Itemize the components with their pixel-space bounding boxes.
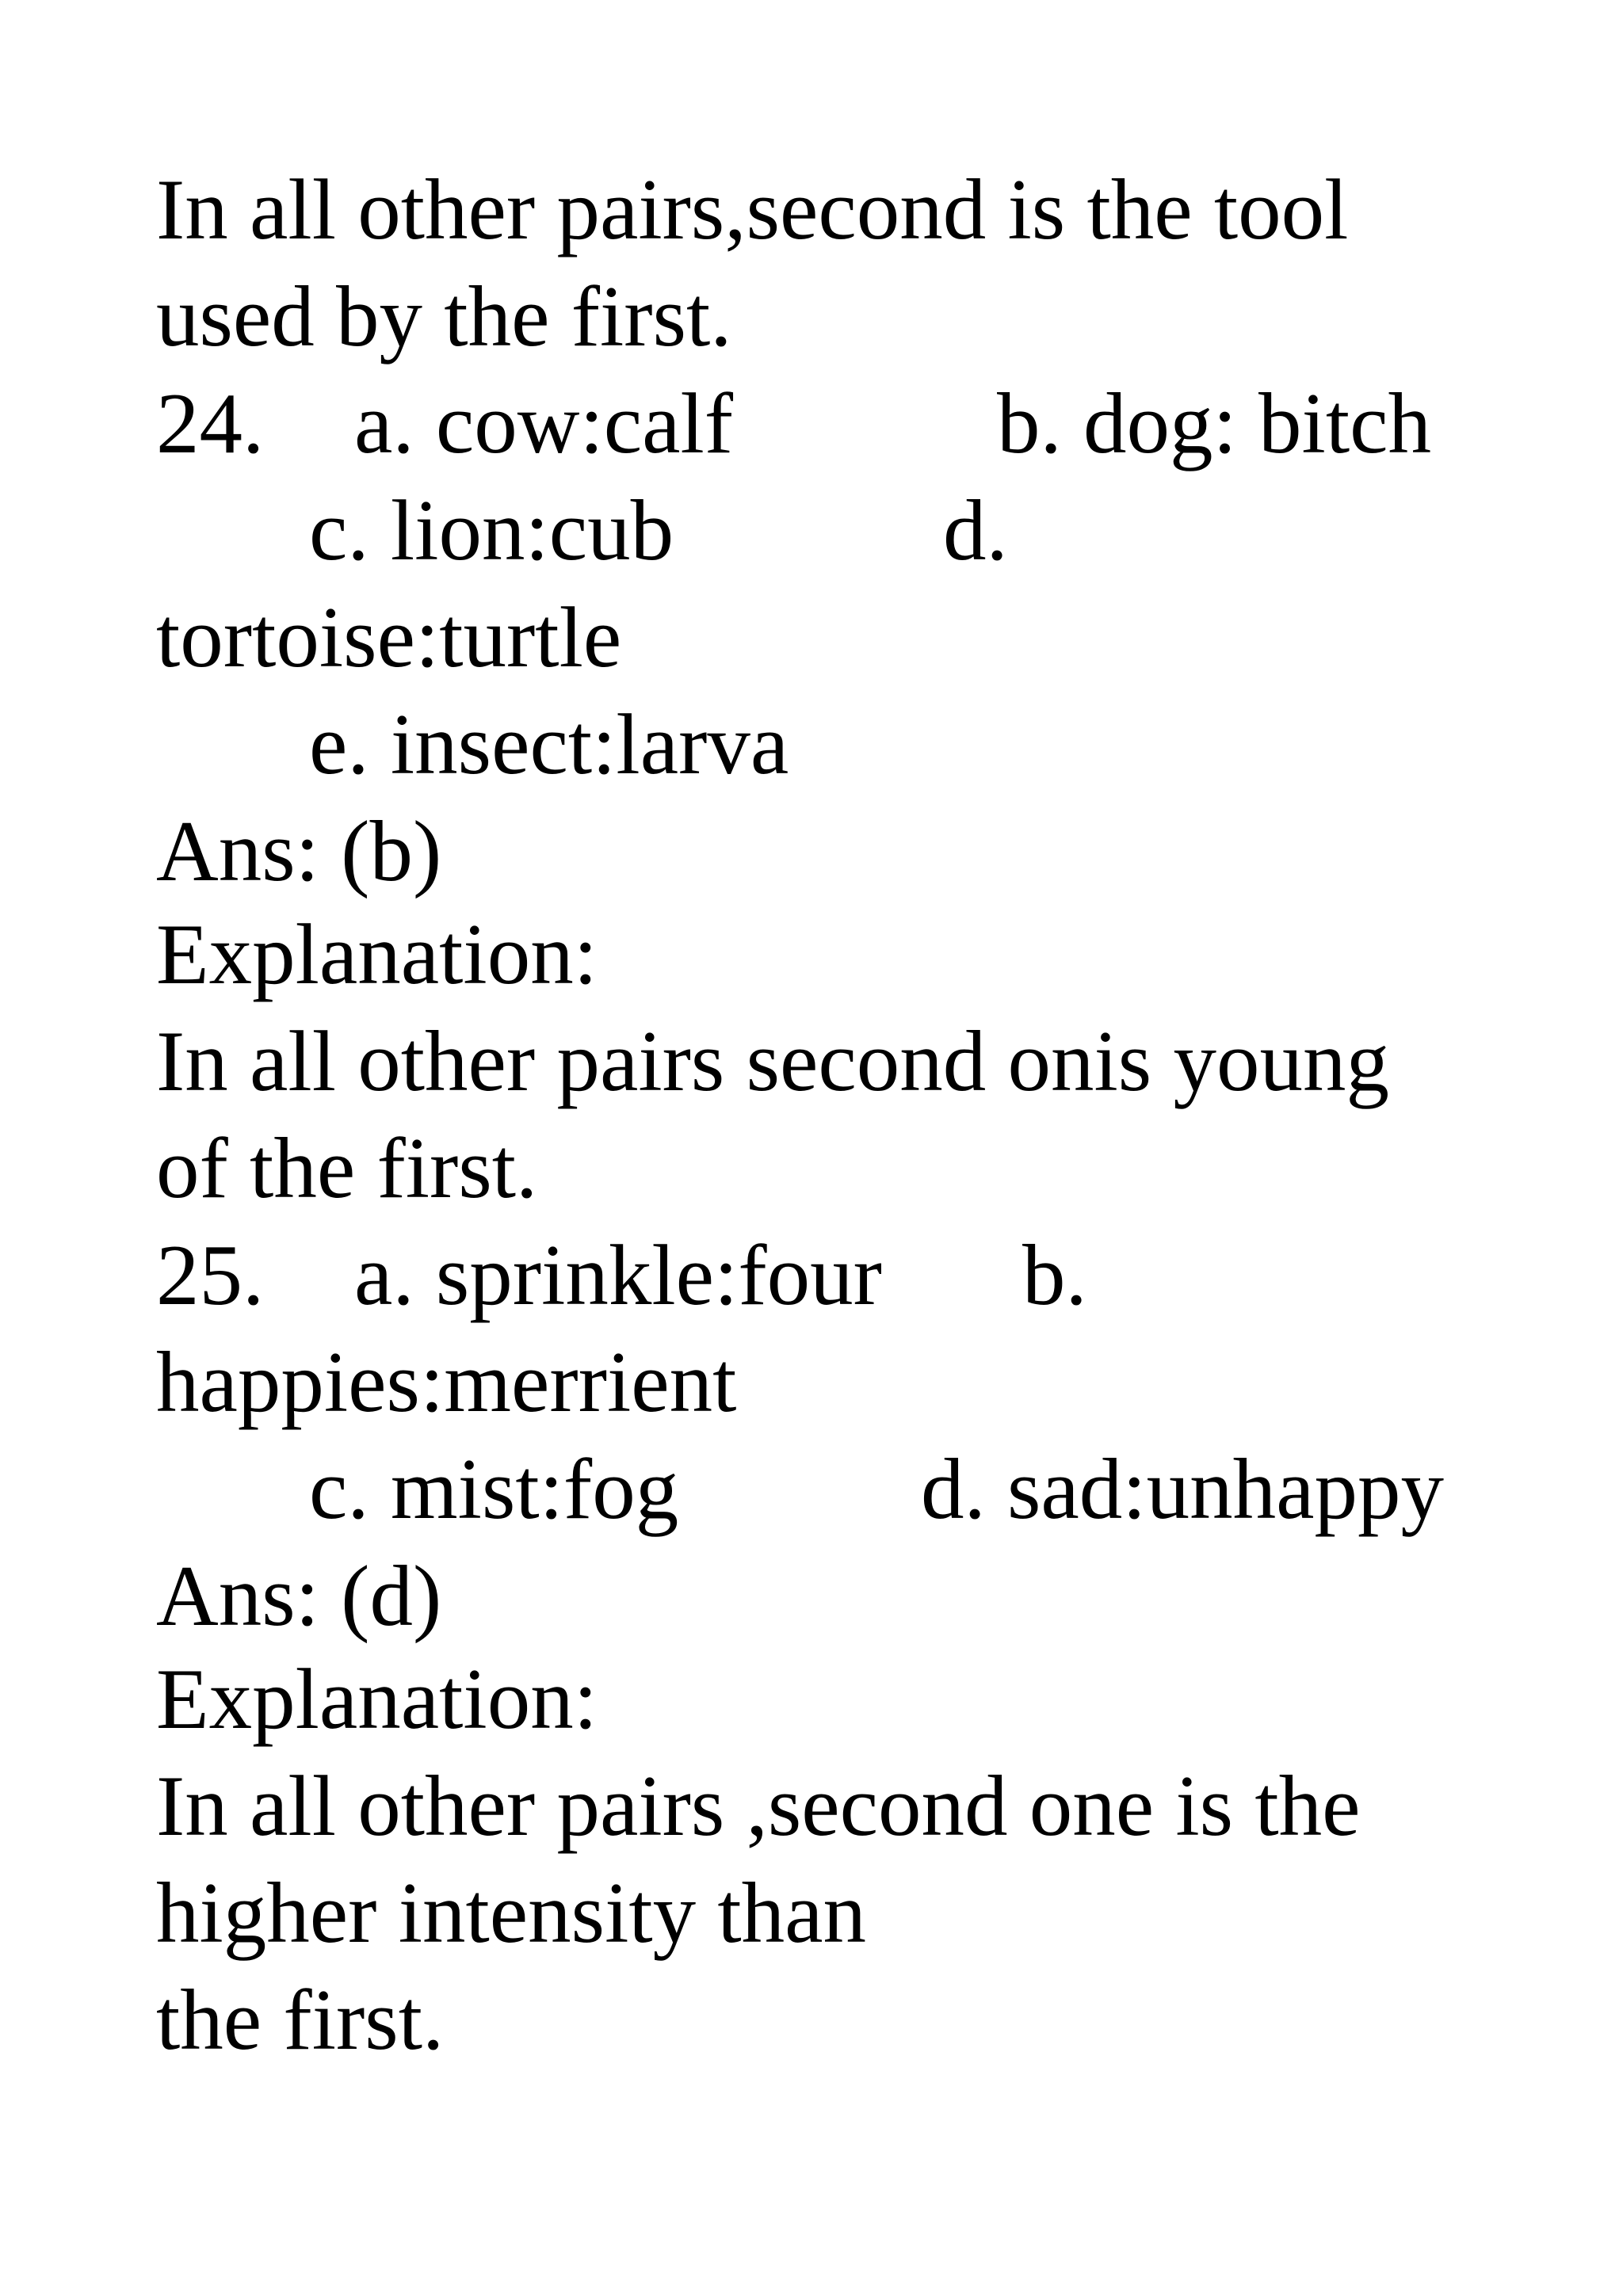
- q24-option-a: a. cow:calf: [354, 376, 734, 471]
- q24-explanation-heading: Explanation:: [156, 906, 598, 1002]
- q24-option-d-label: d.: [943, 482, 1008, 578]
- q23-explanation-line-1: In all other pairs,second is the tool: [156, 162, 1349, 257]
- q24-option-c: c. lion:cub: [309, 482, 674, 578]
- q25-option-c: c. mist:fog: [309, 1441, 679, 1537]
- q24-answer: Ans: (b): [156, 803, 442, 899]
- q24-number: 24.: [156, 376, 265, 471]
- q25-answer: Ans: (d): [156, 1548, 442, 1644]
- q25-number: 25.: [156, 1227, 265, 1323]
- q25-option-b-label: b.: [1022, 1227, 1087, 1323]
- q24-option-d-text: tortoise:turtle: [156, 589, 622, 685]
- q25-explanation-line-3: the first.: [156, 1972, 445, 2068]
- q24-option-e: e. insect:larva: [309, 696, 789, 792]
- q25-explanation-line-2: higher intensity than: [156, 1865, 867, 1961]
- q25-option-a: a. sprinkle:four: [354, 1227, 882, 1323]
- q25-explanation-heading: Explanation:: [156, 1651, 598, 1747]
- q24-explanation-line-2: of the first.: [156, 1120, 538, 1216]
- q25-option-d: d. sad:unhappy: [921, 1441, 1444, 1537]
- q24-explanation-line-1: In all other pairs second onis young: [156, 1013, 1389, 1109]
- q24-option-b: b. dog: bitch: [997, 376, 1431, 471]
- q25-explanation-line-1: In all other pairs ,second one is the: [156, 1758, 1361, 1854]
- q25-option-b-text: happies:merrient: [156, 1334, 737, 1430]
- q23-explanation-line-2: used by the first.: [156, 269, 732, 364]
